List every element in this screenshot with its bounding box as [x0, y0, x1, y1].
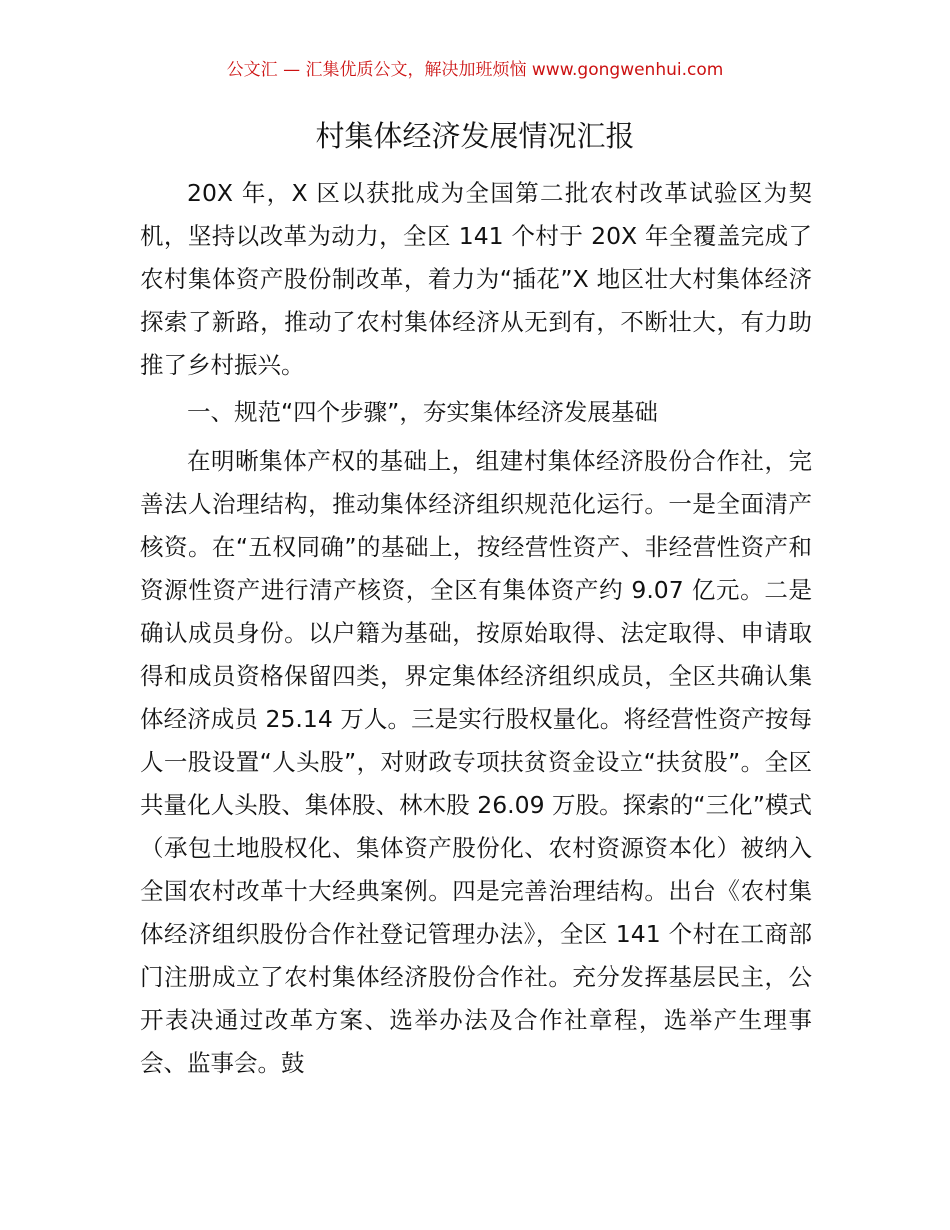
body-paragraph: 在明晰集体产权的基础上，组建村集体经济股份合作社，完善法人治理结构，推动集体经济组织规范化运行。一是全面清产核资。在“五权同确”的基础上，按经营性资产、非经营性资产和资源性资产进行清产核资，全区有集体资产约 9.07 亿元。二是确认成员身份。以户籍为基础，按原始取得、法定取得、申请取得和成员资格保留四类，界定集体经济组织成员，全区共确认集体经济成员 25.14 万人。三是实行股权量化。将经营性资产按每人一股设置“人头股”，对财政专项扶贫资金设立“扶贫股”。全区共量化人头股、集体股、林木股 26.09 万股。探索的“三化”模式（承包土地股权化、集体资产股份化、农村资源资本化）被纳入全国农村改革十大经典案例。四是完善治理结构。出台《农村集体经济组织股份合作社登记管理办法》，全区 141 个村在工商部门注册成立了农村集体经济股份合作社。充分发挥基层民主，公开表决通过改革方案、选举办法及合作社章程，选举产生理事会、监事会。鼓 [140, 447, 812, 1077]
document-title: 村集体经济发展情况汇报 [315, 119, 635, 153]
document-body [140, 172, 812, 1085]
section-heading: 一、规范“四个步骤”，夯实集体经济发展基础 [187, 398, 658, 426]
header-banner[interactable]: 公文汇 — 汇集优质公文，解决加班烦恼 www.gongwenhui.com [226, 60, 724, 80]
intro-paragraph: 20X 年，X 区以获批成为全国第二批农村改革试验区为契机，坚持以改革为动力，全区 141 个村于 20X 年全覆盖完成了农村集体资产股份制改革，着力为“插花”X 地区壮大村集体经济探索了新路，推动了农村集体经济从无到有，不断壮大，有力助推了乡村振兴。 [140, 179, 812, 379]
